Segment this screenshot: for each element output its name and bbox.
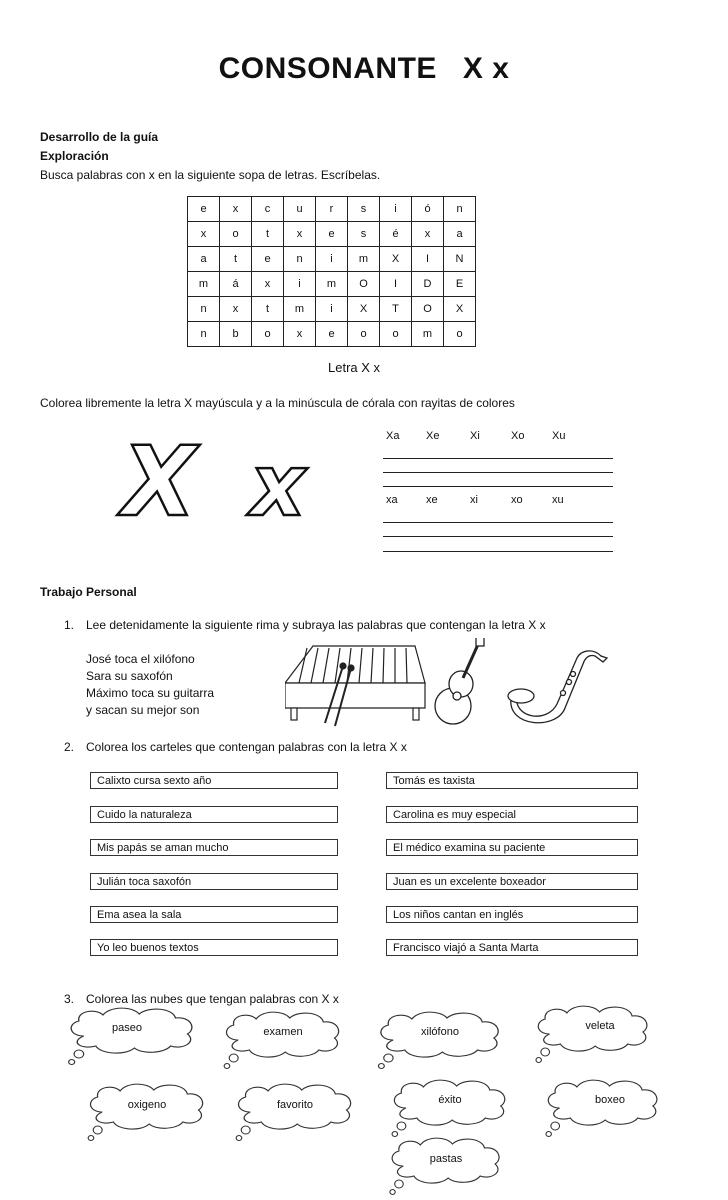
title-letters: X x — [462, 52, 510, 85]
grid-cell[interactable]: á — [220, 272, 252, 297]
sign-card[interactable]: Tomás es taxista — [386, 772, 638, 789]
rhyme-line: y sacan su mejor son — [86, 703, 200, 717]
grid-row — [188, 247, 476, 272]
coloring-instruction: Colorea libremente la letra X mayúscula y a la minúscula de córala con rayitas de colores — [40, 396, 515, 410]
grid-cell[interactable]: s — [348, 222, 380, 247]
grid-cell[interactable]: é — [380, 222, 412, 247]
grid-row — [188, 197, 476, 222]
q2-text: Colorea los carteles que contengan palabras con la letra X x — [86, 740, 407, 754]
grid-cell[interactable]: s — [348, 197, 380, 222]
grid-cell[interactable]: n — [444, 197, 476, 222]
rhyme — [86, 651, 214, 719]
big-lower-x: x — [250, 436, 306, 525]
writing-line[interactable] — [383, 536, 613, 537]
cloud[interactable] — [530, 1004, 656, 1064]
grid-cell[interactable]: x — [220, 197, 252, 222]
writing-line[interactable] — [383, 458, 613, 459]
sign-card[interactable]: Juan es un excelente boxeador — [386, 873, 638, 890]
cloud-shape — [82, 1082, 212, 1142]
cloud-word: examen — [263, 1026, 303, 1038]
cloud-shape — [386, 1078, 514, 1138]
grid-cell[interactable]: m — [316, 272, 348, 297]
grid-cell[interactable]: t — [252, 222, 284, 247]
sign-card[interactable]: Ema asea la sala — [90, 906, 338, 923]
grid-cell[interactable]: a — [188, 247, 220, 272]
grid-cell[interactable]: n — [188, 297, 220, 322]
sign-card[interactable]: Cuido la naturaleza — [90, 806, 338, 823]
syllable: xi — [470, 494, 478, 506]
cloud-shape — [62, 1006, 202, 1066]
grid-cell[interactable]: x — [188, 222, 220, 247]
cloud-word: éxito — [438, 1094, 462, 1106]
grid-cell[interactable]: o — [220, 222, 252, 247]
grid-cell[interactable]: o — [380, 322, 412, 347]
grid-cell[interactable]: e — [316, 322, 348, 347]
grid-cell[interactable]: X — [380, 247, 412, 272]
grid-cell[interactable]: i — [316, 247, 348, 272]
cloud-word: pastas — [429, 1153, 463, 1165]
grid-caption: Letra X x — [328, 360, 381, 375]
grid-cell[interactable]: N — [444, 247, 476, 272]
grid-cell[interactable]: O — [348, 272, 380, 297]
grid-cell[interactable]: m — [284, 297, 316, 322]
grid-cell[interactable]: x — [220, 297, 252, 322]
title-text: CONSONANTE — [218, 52, 437, 85]
grid-cell[interactable]: x — [284, 222, 316, 247]
instruction-soup: Busca palabras con x en la siguiente sopa de letras. Escríbelas. — [40, 168, 381, 182]
grid-cell[interactable]: e — [316, 222, 348, 247]
grid-cell[interactable]: t — [252, 297, 284, 322]
grid-cell[interactable]: X — [444, 297, 476, 322]
grid-row — [188, 322, 476, 347]
cloud-shape — [384, 1136, 508, 1196]
grid-cell[interactable]: c — [252, 197, 284, 222]
grid-cell[interactable]: T — [380, 297, 412, 322]
writing-line[interactable] — [383, 551, 613, 552]
sign-card[interactable]: Francisco viajó a Santa Marta — [386, 939, 638, 956]
saxophone-icon — [508, 651, 607, 723]
syllable: Xo — [511, 430, 525, 442]
grid-row — [188, 297, 476, 322]
grid-cell[interactable]: o — [348, 322, 380, 347]
cloud[interactable] — [384, 1136, 508, 1196]
grid-cell[interactable]: ó — [412, 197, 444, 222]
grid-cell[interactable]: i — [380, 197, 412, 222]
grid-cell[interactable]: e — [252, 247, 284, 272]
grid-cell[interactable]: o — [252, 322, 284, 347]
cloud[interactable] — [218, 1010, 348, 1070]
q2-number: 2. — [64, 740, 75, 754]
grid-cell[interactable]: e — [188, 197, 220, 222]
q1-number: 1. — [64, 618, 75, 632]
cloud-shape — [218, 1010, 348, 1070]
grid-row — [188, 222, 476, 247]
sign-card[interactable]: Yo leo buenos textos — [90, 939, 338, 956]
cloud[interactable] — [230, 1082, 360, 1142]
grid-cell[interactable]: i — [316, 297, 348, 322]
grid-cell[interactable]: o — [444, 322, 476, 347]
cloud-word: favorito — [276, 1099, 314, 1111]
section-desarrollo: Desarrollo de la guía — [40, 130, 159, 144]
guitar-icon — [435, 638, 484, 724]
grid-cell[interactable]: O — [412, 297, 444, 322]
grid-cell[interactable]: u — [284, 197, 316, 222]
page-title — [0, 52, 728, 86]
rhyme-line: Máximo toca su guitarra — [86, 686, 215, 700]
grid-cell[interactable]: D — [412, 272, 444, 297]
grid-cell[interactable]: n — [188, 322, 220, 347]
big-letters-art — [100, 425, 340, 525]
cloud[interactable] — [82, 1082, 212, 1142]
grid-cell[interactable]: t — [220, 247, 252, 272]
sign-card[interactable]: El médico examina su paciente — [386, 839, 638, 856]
syllable: xo — [511, 494, 523, 506]
cloud-word: veleta — [585, 1020, 615, 1032]
sign-card[interactable]: Los niños cantan en inglés — [386, 906, 638, 923]
syllable: xe — [426, 494, 438, 506]
grid-row — [188, 272, 476, 297]
q3-number: 3. — [64, 992, 75, 1006]
grid-cell[interactable]: x — [252, 272, 284, 297]
cloud-word: paseo — [112, 1022, 142, 1034]
sign-card[interactable]: Carolina es muy especial — [386, 806, 638, 823]
instruments-illustration — [285, 638, 615, 730]
grid-cell[interactable]: r — [316, 197, 348, 222]
section-exploracion: Exploración — [40, 149, 109, 163]
grid-cell[interactable]: m — [188, 272, 220, 297]
q3-text: Colorea las nubes que tengan palabras con X x — [86, 992, 339, 1006]
syllable: Xu — [552, 430, 566, 442]
cloud-word: xilófono — [421, 1026, 459, 1038]
cloud[interactable] — [386, 1078, 514, 1138]
grid-cell[interactable]: I — [412, 247, 444, 272]
grid-cell[interactable]: i — [284, 272, 316, 297]
grid-cell[interactable]: b — [220, 322, 252, 347]
grid-cell[interactable]: X — [348, 297, 380, 322]
section-trabajo: Trabajo Personal — [40, 585, 137, 599]
syllable: Xe — [426, 430, 440, 442]
cloud-shape — [540, 1078, 666, 1138]
cloud[interactable] — [62, 1006, 202, 1066]
xylophone-icon — [285, 646, 425, 726]
grid-cell[interactable]: I — [380, 272, 412, 297]
grid-cell[interactable]: m — [412, 322, 444, 347]
syllable: Xa — [386, 430, 400, 442]
big-upper-x: X — [122, 426, 197, 525]
sign-card[interactable]: Calixto cursa sexto año — [90, 772, 338, 789]
grid-cell[interactable]: E — [444, 272, 476, 297]
cloud[interactable] — [372, 1010, 508, 1070]
syllable: xu — [552, 494, 564, 506]
cloud-shape — [530, 1004, 656, 1064]
rhyme-line: Sara su saxofón — [86, 669, 173, 683]
grid-cell[interactable]: x — [412, 222, 444, 247]
sign-card[interactable]: Mis papás se aman mucho — [90, 839, 338, 856]
syllable: xa — [386, 494, 398, 506]
grid-cell[interactable]: a — [444, 222, 476, 247]
cloud-word: oxigeno — [127, 1099, 167, 1111]
writing-line[interactable] — [383, 486, 613, 487]
cloud[interactable] — [540, 1078, 666, 1138]
q1-text: Lee detenidamente la siguiente rima y subraya las palabras que contengan la letra X x — [86, 618, 546, 632]
grid-cell[interactable]: x — [284, 322, 316, 347]
cloud-shape — [230, 1082, 360, 1142]
grid-cell[interactable]: n — [284, 247, 316, 272]
writing-line[interactable] — [383, 522, 613, 523]
grid-cell[interactable]: m — [348, 247, 380, 272]
word-search-grid — [187, 196, 476, 347]
cloud-word: boxeo — [595, 1094, 625, 1106]
cloud-shape — [372, 1010, 508, 1070]
rhyme-line: José toca el xilófono — [86, 652, 195, 666]
syllable: Xi — [470, 430, 480, 442]
sign-card[interactable]: Julián toca saxofón — [90, 873, 338, 890]
writing-line[interactable] — [383, 472, 613, 473]
